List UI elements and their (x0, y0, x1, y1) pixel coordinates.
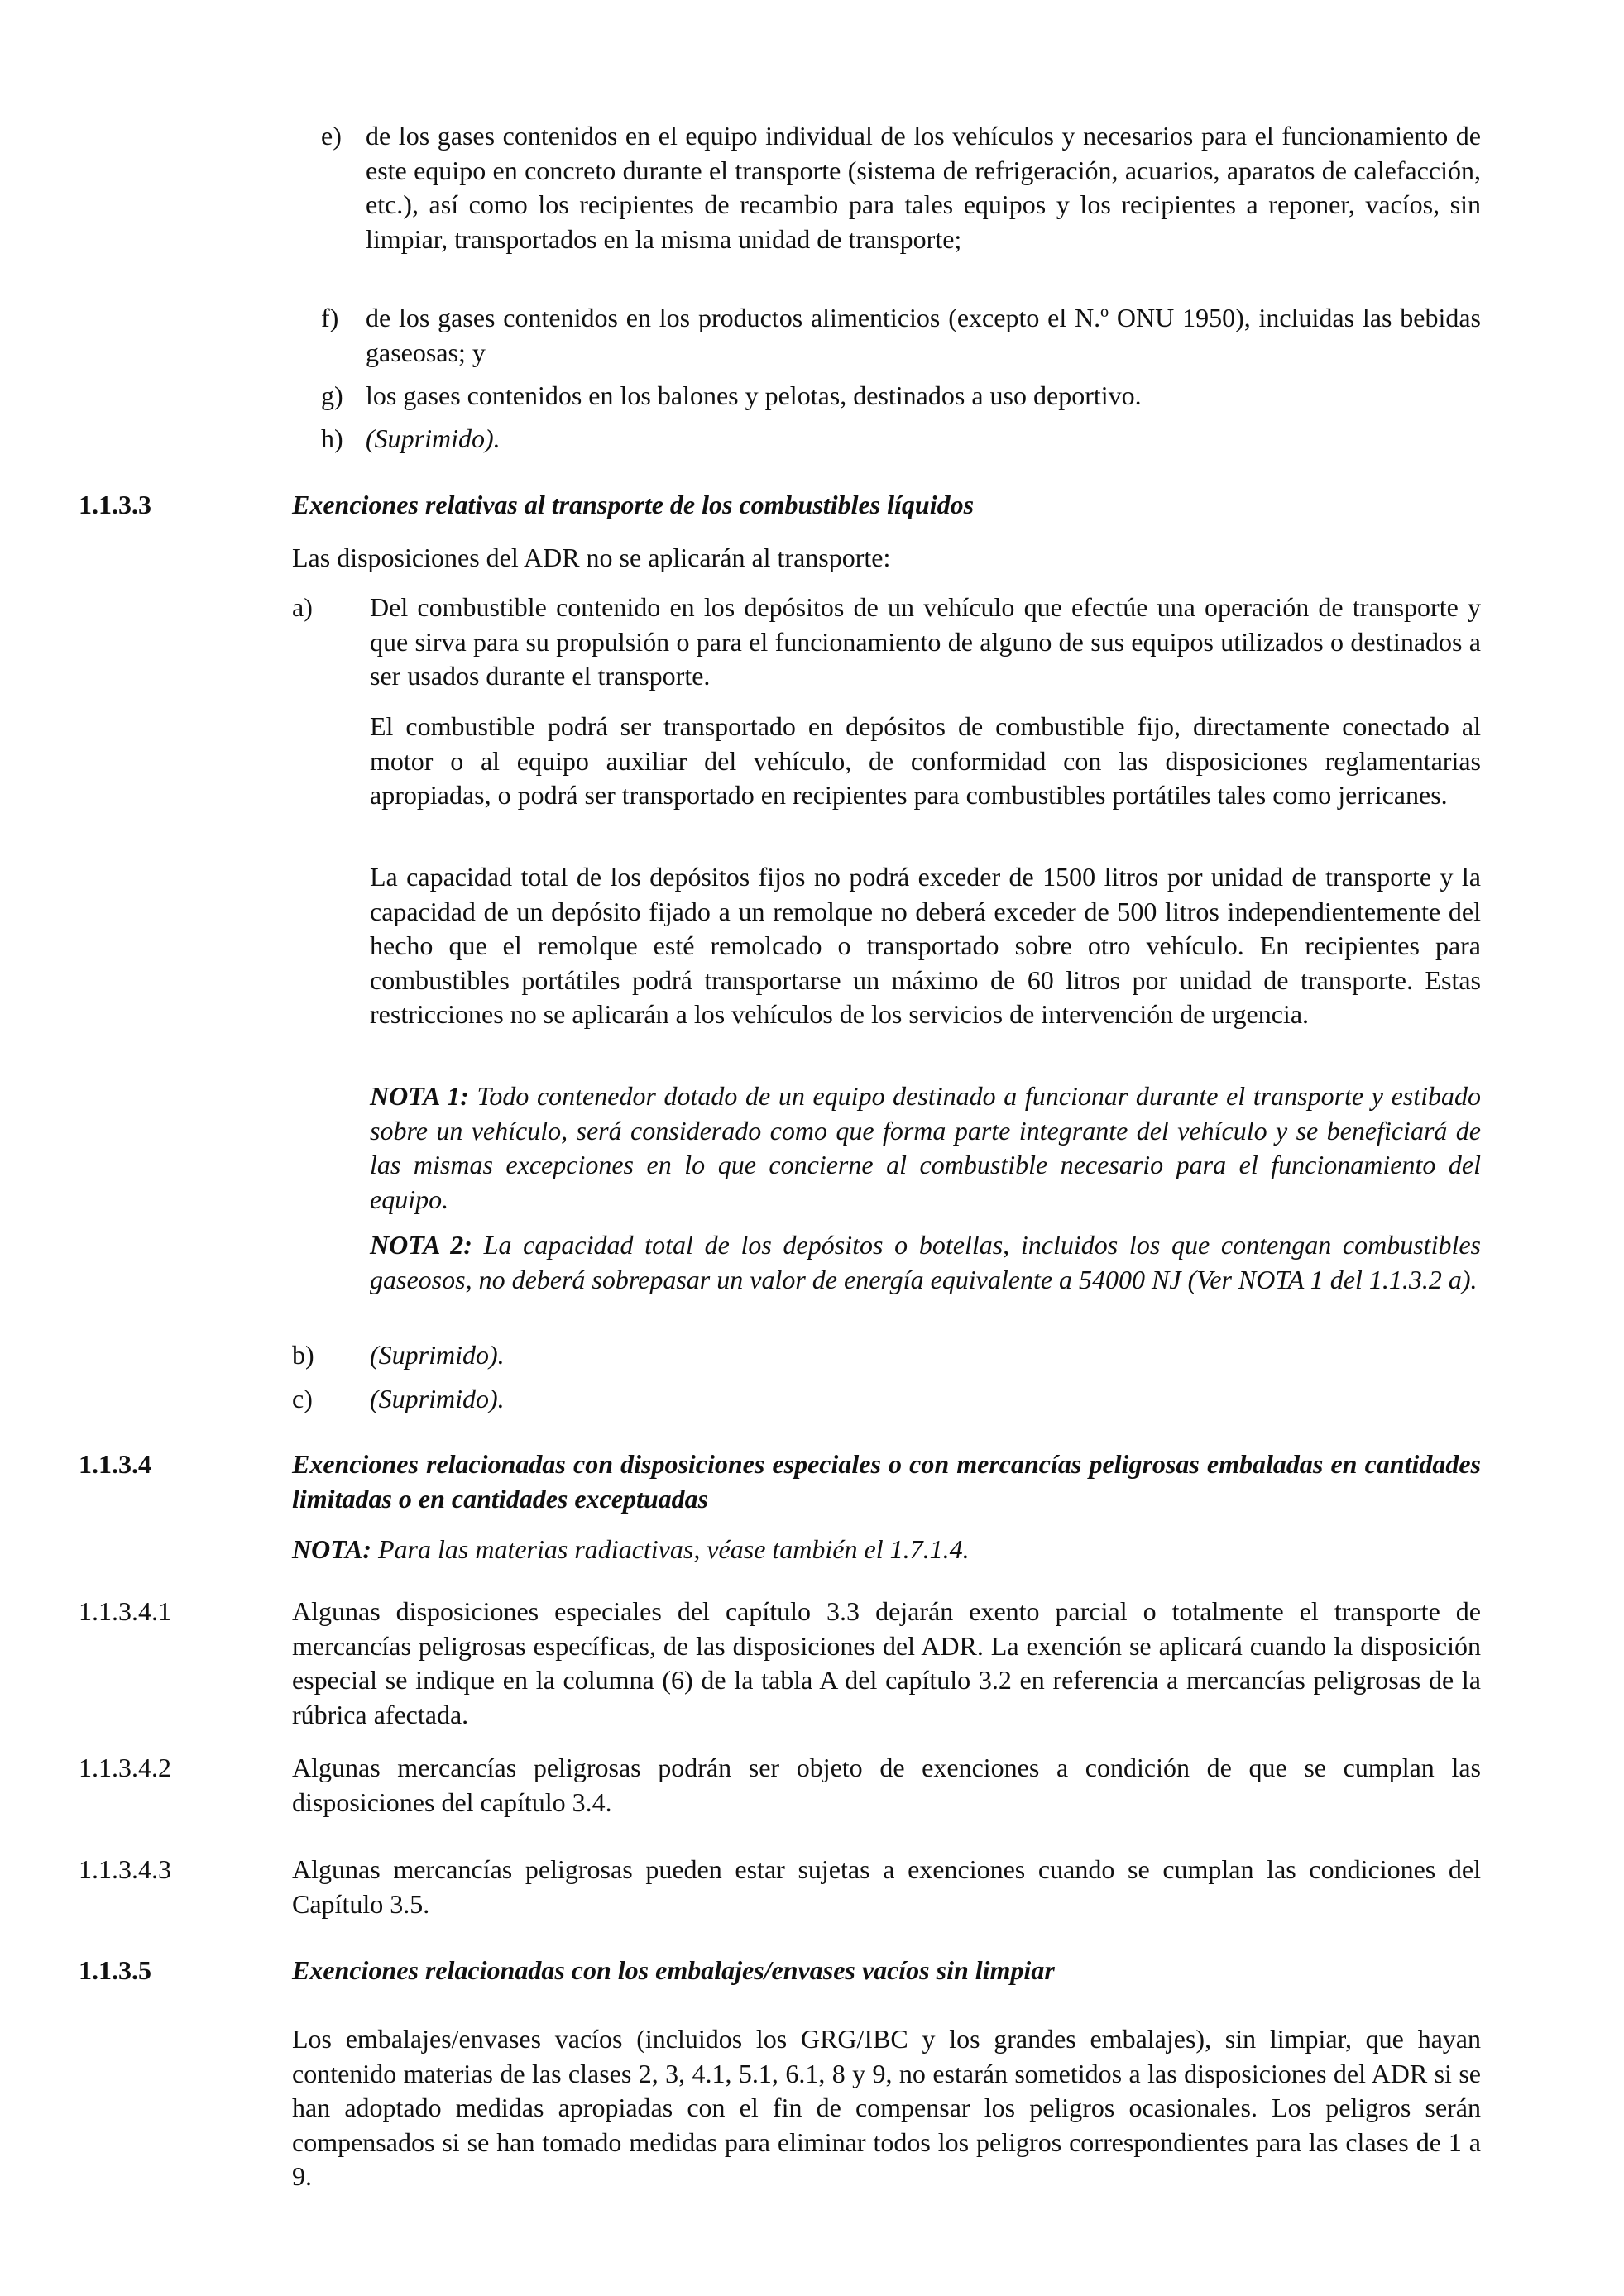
section-heading-1-1-3-4 (79, 1447, 1481, 1517)
subsection-number: 1.1.3.4.2 (79, 1753, 171, 1782)
list-label: e) (321, 121, 342, 151)
note-text: Todo contenedor dotado de un equipo destinado a funcionar durante el transporte y estibado sobre un vehículo, será considerado como que forma parte integrante del vehículo y se beneficiará de las mismas excepciones en lo que concierne al combustible necesario para el funcionamiento del equipo. (370, 1081, 1482, 1214)
section-number: 1.1.3.5 (79, 1955, 151, 1985)
note-2 (370, 1228, 1481, 1297)
list-item-c (292, 1382, 1481, 1417)
list-text: (Suprimido). (370, 1340, 505, 1370)
paragraph: Los embalajes/envases vacíos (incluidos los GRG/IBC y los grandes embalajes), sin limpiar, que hayan contenido materias de las clases 2, 3, 4.1, 5.1, 6.1, 8 y 9, no estarán sometidos a las disposiciones del ADR si se han adoptado medidas apropiadas con el fin de compensar los peligros ocasionales. Los peligros serán compensados si se han tomado medidas para eliminar todos los peligros correspondientes para las clases de 1 a 9. (292, 2024, 1481, 2191)
list-label: c) (292, 1384, 313, 1413)
section-number: 1.1.3.4 (79, 1449, 151, 1479)
list-item-f (321, 301, 1481, 371)
list-label: g) (321, 380, 343, 410)
list-item-g (321, 379, 1481, 414)
paragraph: El combustible podrá ser transportado en depósitos de combustible fijo, directamente conectado al motor o al equipo auxiliar del vehículo, de conformidad con las disposiciones reglamentarias apropiadas, o podrá ser transportado en recipientes para combustibles portátiles tales como jerricanes. (370, 711, 1481, 810)
section-number: 1.1.3.3 (79, 490, 151, 519)
list-item-a (292, 591, 1481, 695)
section-intro: Las disposiciones del ADR no se aplicarán al transporte: (292, 543, 891, 572)
list-label: f) (321, 303, 339, 332)
note-1 (370, 1079, 1481, 1217)
subsection-1-1-3-4-3 (79, 1853, 1481, 1922)
section-title: Exenciones relacionadas con disposiciones especiales o con mercancías peligrosas embaladas en cantidades limitadas o en cantidades exceptuadas (292, 1449, 1481, 1514)
list-label: b) (292, 1340, 314, 1370)
subsection-text: Algunas disposiciones especiales del capítulo 3.3 dejarán exento parcial o totalmente el transporte de mercancías peligrosas específicas, de las disposiciones del ADR. La exención se aplicará cuando la disposición especial se indique en la columna (6) de la tabla A del capítulo 3.2 en referencia a mercancías peligrosas de la rúbrica afectada. (292, 1596, 1481, 1729)
subsection-1-1-3-4-1 (79, 1595, 1481, 1734)
list-item-e (321, 119, 1481, 293)
section-title: Exenciones relativas al transporte de los combustibles líquidos (292, 490, 975, 519)
note-label: NOTA 1: (370, 1081, 469, 1111)
subsection-number: 1.1.3.4.1 (79, 1596, 171, 1626)
list-text: de los gases contenidos en los productos alimenticios (excepto el N.º ONU 1950), incluidas las bebidas gaseosas; y (366, 303, 1481, 367)
list-text: Del combustible contenido en los depósitos de un vehículo que efectúe una operación de transporte y que sirva para su propulsión o para el funcionamiento de alguno de sus equipos utilizados o destinados a ser usados durante el transporte. (370, 592, 1481, 691)
subsection-text: Algunas mercancías peligrosas podrán ser objeto de exenciones a condición de que se cumplan las disposiciones del capítulo 3.4. (292, 1753, 1481, 1817)
subsection-1-1-3-4-2 (79, 1751, 1481, 1820)
section-note (292, 1533, 1481, 1567)
list-text: de los gases contenidos en el equipo individual de los vehículos y necesarios para el funcionamiento de este equipo en concreto durante el transporte (sistema de refrigeración, acuarios, aparatos de calefacción, etc.), así como los recipientes de recambio para tales equipos y los recipientes a reponer, vacíos, sin limpiar, transportados en la misma unidad de transporte; (366, 121, 1481, 254)
list-text: los gases contenidos en los balones y pelotas, destinados a uso deportivo. (366, 380, 1142, 410)
subsection-number: 1.1.3.4.3 (79, 1854, 171, 1884)
note-text: La capacidad total de los depósitos o botellas, incluidos los que contengan combustibles gaseosos, no deberá sobrepasar un valor de energía equivalente a 54000 NJ (Ver NOTA 1 del 1.1.3.2 a). (370, 1230, 1482, 1294)
list-label: h) (321, 423, 343, 453)
subsection-text: Algunas mercancías peligrosas pueden estar sujetas a exenciones cuando se cumplan las condiciones del Capítulo 3.5. (292, 1854, 1481, 1919)
section-title: Exenciones relacionadas con los embalajes/envases vacíos sin limpiar (292, 1955, 1055, 1985)
note-label: NOTA: (292, 1534, 371, 1564)
list-item-b (292, 1338, 1481, 1373)
section-heading-1-1-3-5 (79, 1954, 1481, 1988)
note-label: NOTA 2: (370, 1230, 472, 1260)
list-item-h (321, 422, 1481, 457)
list-text: (Suprimido). (370, 1384, 505, 1413)
paragraph: La capacidad total de los depósitos fijos no podrá exceder de 1500 litros por unidad de transporte y la capacidad de un depósito fijado a un remolque no deberá exceder de 500 litros independientemente del hecho que el remolque esté remolcado o transportado sobre otro vehículo. En recipientes para combustibles portátiles podrá transportarse un máximo de 60 litros por unidad de transporte. Estas restricciones no se aplicarán a los vehículos de los servicios de intervención de urgencia. (370, 862, 1481, 1029)
list-label: a) (292, 592, 313, 622)
note-text: Para las materias radiactivas, véase también el 1.7.1.4. (371, 1534, 970, 1564)
list-text: (Suprimido). (366, 423, 501, 453)
section-heading-1-1-3-3 (79, 488, 1481, 523)
